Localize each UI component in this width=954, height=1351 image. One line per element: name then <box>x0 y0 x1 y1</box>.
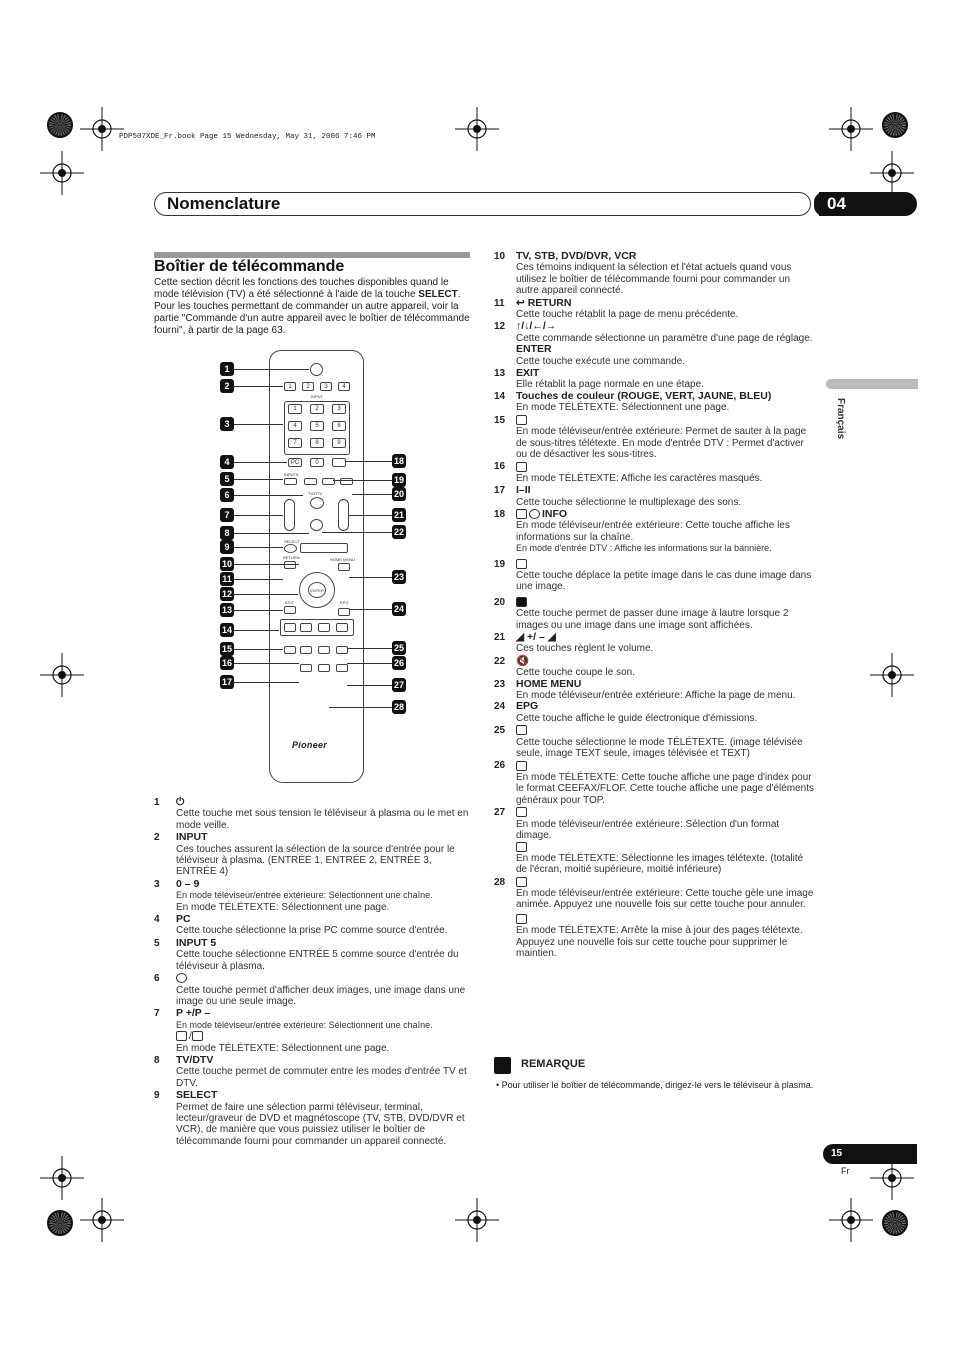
callout-1: 1 <box>220 362 234 376</box>
tvdtv-key <box>310 497 324 509</box>
device-indicator-row <box>300 543 348 553</box>
language-tab <box>826 379 918 389</box>
callout-8: 8 <box>220 526 234 540</box>
list-item: 20 Cette touche permet de passer dune image à lautre lorsque 2 images ou une image dans une image sont affichées. <box>494 596 789 631</box>
page-title: Nomenclature <box>167 194 281 213</box>
sound-key <box>300 664 312 672</box>
leader-line-2 <box>234 386 283 387</box>
list-item: 15 En mode téléviseur/entrée extérieure: Permet de sauter à la page de sous-titres télétexte. En mode d'entrée DTV : Permet d'activer ou de désactiver les sous-titres. <box>494 414 807 460</box>
teletext-size-icon <box>516 842 527 852</box>
channel-rocker <box>284 499 295 531</box>
list-item: 22 🔇 Cette touche coupe le son. <box>494 656 814 679</box>
home-menu-key <box>338 563 350 571</box>
list-item: 25 Cette touche sélectionne le mode TÉLÉTEXTE. (image télévisée seule, image TEXT seule, images télévisée et TEXT) <box>494 725 803 760</box>
callout-14: 14 <box>221 625 232 635</box>
mute-icon: 🔇 <box>516 654 530 667</box>
input5-label: INPUT5 <box>284 472 299 477</box>
callout-25: 25 <box>393 643 404 653</box>
note-icon <box>494 1057 511 1074</box>
crosshair-mark-8 <box>40 1156 84 1200</box>
crosshair-mark-10 <box>80 1198 124 1242</box>
list-item: 5 INPUT 5 Cette touche sélectionne ENTRÉE 5 comme source d'entrée du téléviseur à plasma. <box>154 936 459 972</box>
swap-icon <box>516 597 527 607</box>
list-item: 13 EXIT Elle rétablit la page normale en une étape. <box>494 367 704 391</box>
leader-line-3 <box>234 424 283 425</box>
callout-23: 23 <box>393 572 404 582</box>
crosshair-mark-4 <box>40 151 84 195</box>
intro-paragraph: Cette section décrit les fonctions des touches disponibles quand le mode télévision (TV) a été sélectionné à l'aide de la touche SELECT. Pour les touches permettant de commander un autre appareil, voir la partie "Commande d'un autre appareil avec le boîtier de télécommande fourni", à partir de la page 63. <box>154 277 470 336</box>
leader-line-19 <box>333 480 392 481</box>
callout-10: 10 <box>221 559 232 569</box>
return-key <box>284 561 296 569</box>
list-item: 28 En mode téléviseur/entrée extérieure: Cette touche gèle une image animée. Appuyez une nouvelle fois sur cette touche pour annuler. En mode TÉLÉTEXTE: Arrête la mise à jour des pages télétexte. Appuyez une nouvelle fois sur cette touche pour supprimer le maintien. <box>494 876 814 959</box>
list-item: 26 En mode TÉLÉTEXTE: Cette touche affiche une page d'index pour le format CEEFAX/FLOF. Cette touche affiche une page d'éléments généraux pour TOP. <box>494 760 814 806</box>
leader-line-28 <box>329 707 392 708</box>
size-icon <box>516 807 527 817</box>
note-text: • Pour utiliser le boîtier de télécommande, dirigez-le vers le téléviseur à plasma. <box>496 1080 814 1090</box>
leader-line-9 <box>234 547 283 548</box>
digit-key-8: 8 <box>310 438 324 448</box>
list-item: 14 Touches de couleur (ROUGE, VERT, JAUNE, BLEU) En mode TÉLÉTEXTE: Sélectionnent une page. <box>494 389 772 414</box>
callout-19: 19 <box>393 475 404 485</box>
callout-2: 2 <box>220 379 234 393</box>
input-button-1: 1 <box>284 382 296 391</box>
callout-9: 9 <box>220 540 234 554</box>
digit-key-3: 3 <box>332 404 346 414</box>
digit-key-9: 9 <box>332 438 346 448</box>
page-number: 15 <box>823 1144 917 1164</box>
home-menu-label: HOME MENU <box>330 557 355 562</box>
language-label: Français <box>835 398 846 440</box>
reveal-key <box>300 646 312 654</box>
crosshair-mark-5 <box>870 151 914 195</box>
callout-27: 27 <box>393 680 404 690</box>
list-item: 3 0 – 9 En mode téléviseur/entrée extérieure: Sélectionnent une chaîne. En mode TÉLÉTEXTE: Sélectionnent une page. <box>154 877 433 913</box>
list-item: 24 EPG Cette touche affiche le guide électronique d'émissions. <box>494 700 758 724</box>
red-key <box>284 623 296 632</box>
leader-line-12 <box>234 594 298 595</box>
callout-11: 11 <box>220 572 234 586</box>
page-up-icon <box>176 1031 187 1041</box>
callout-16: 16 <box>221 658 232 668</box>
return-label: RETURN <box>283 555 300 560</box>
green-key <box>300 623 312 632</box>
callout-5: 5 <box>220 472 234 486</box>
digit-key-0: 0 <box>310 458 324 467</box>
list-item: 9 SELECT Permet de faire une sélection parmi téléviseur, terminal, lecteur/graveur de DVD et magnétoscope (TV, STB, DVD/DVR et VCR), de manière que vous puissiez utiliser le boîtier de télécommande fourni pour commander un appareil connecté. <box>154 1089 465 1147</box>
info-key <box>332 458 346 467</box>
list-item: 17 I–II Cette touche sélectionne le multiplexage des sons. <box>494 484 742 508</box>
leader-line-1 <box>234 369 309 370</box>
list-item: 27 En mode téléviseur/entrée extérieure: Sélection d'un format dimage. En mode TÉLÉTEXTE: Sélectionne les images télétexte. (totalité de l'écran, moitié supérieure, moitié inférieure) <box>494 807 804 876</box>
registration-spiral-bottom-right <box>882 1210 908 1236</box>
pc-key: PC <box>288 458 302 467</box>
hold-icon <box>516 914 527 924</box>
header-bar <box>154 192 811 216</box>
leader-line-13 <box>234 610 283 611</box>
callout-20: 20 <box>393 489 404 499</box>
leader-line-22 <box>322 532 392 533</box>
section-title: Boîtier de télécommande <box>154 258 345 275</box>
list-item: 6 Cette touche permet d'afficher deux images, une image dans une image ou une seule image. <box>154 973 466 1007</box>
power-icon: ⏻ <box>176 796 185 808</box>
leader-line-4 <box>234 462 287 463</box>
callout-17: 17 <box>221 677 232 687</box>
leader-line-14 <box>234 630 279 631</box>
freeze-key <box>318 664 330 672</box>
digit-key-5: 5 <box>310 421 324 431</box>
pip-shift-icon <box>516 559 527 569</box>
leader-line-6 <box>234 495 303 496</box>
digit-key-1: 1 <box>288 404 302 414</box>
leader-line-21 <box>348 515 392 516</box>
list-item: 23 HOME MENU En mode téléviseur/entrée extérieure: Affiche la page de menu. <box>494 677 796 702</box>
clock-icon <box>529 509 540 519</box>
power-icon <box>310 363 323 376</box>
note-title: REMARQUE <box>521 1058 586 1070</box>
registration-spiral-top-left <box>47 112 73 138</box>
input-button-4: 4 <box>338 382 350 391</box>
leader-line-5 <box>234 479 283 480</box>
callout-22: 22 <box>393 527 404 537</box>
callout-28: 28 <box>393 702 404 712</box>
leader-line-26 <box>347 663 392 664</box>
exit-label: EXIT <box>285 600 294 605</box>
callout-6: 6 <box>220 488 234 502</box>
callout-18: 18 <box>393 456 404 466</box>
list-item: 18 INFO En mode téléviseur/entrée extérieure: Cette touche affiche les informations sur la chaîne. En mode d'entrée DTV : Affiche les informations sur la bannière. <box>494 507 790 554</box>
leader-line-23 <box>349 577 392 578</box>
list-item: 12 ↑/↓/←/→ Cette commande sélectionne un paramètre d'une page de réglage. ENTER Cette touche exécute une commande. <box>494 320 813 367</box>
page-language: Fr <box>841 1166 850 1176</box>
crosshair-mark-3 <box>829 107 873 151</box>
leader-line-24 <box>349 609 392 610</box>
remote-control-diagram <box>269 350 364 783</box>
teletext-icon <box>516 725 527 735</box>
callout-4: 4 <box>220 455 234 469</box>
leader-line-20 <box>352 494 392 495</box>
book-file-info: PDP507XDE_Fr.book Page 15 Wednesday, May 31, 2006 7:46 PM <box>119 133 376 141</box>
freeze-icon <box>516 877 527 887</box>
epg-label: EPG <box>340 600 349 605</box>
chapter-number: 04 <box>819 192 917 216</box>
input5-key <box>284 478 297 485</box>
digit-key-6: 6 <box>332 421 346 431</box>
subtitle-icon <box>516 415 527 425</box>
crosshair-mark-12 <box>829 1198 873 1242</box>
leader-line-16 <box>234 663 299 664</box>
return-icon: ↩ <box>516 296 528 309</box>
list-item: 2 INPUT Ces touches assurent la sélection de la source d'entrée pour le téléviseur à plasma. (ENTRÉE 1, ENTRÉE 2, ENTRÉE 3, ENTRÉE 4) <box>154 831 455 878</box>
list-item: 1 ⏻ Cette touche met sous tension le téléviseur à plasma ou le met en mode veille. <box>154 797 472 831</box>
leader-line-17 <box>234 682 299 683</box>
callout-13: 13 <box>221 605 232 615</box>
crosshair-mark-1 <box>80 107 124 151</box>
split-screen-key <box>304 478 317 485</box>
callout-7: 7 <box>220 508 234 522</box>
crosshair-mark-11 <box>455 1198 499 1242</box>
leader-line-18 <box>345 461 392 462</box>
tvdtv-label: TV/DTV <box>308 491 323 496</box>
callout-15: 15 <box>221 644 232 654</box>
list-item: 8 TV/DTV Cette touche permet de commuter entre les modes d'entrée TV et DTV. <box>154 1053 467 1089</box>
registration-spiral-bottom-left <box>47 1210 73 1236</box>
left-item-list <box>154 797 472 1147</box>
list-item: 16 En mode TÉLÉTEXTE: Affiche les caractères masqués. <box>494 461 763 484</box>
input-button-3: 3 <box>320 382 332 391</box>
callout-21: 21 <box>393 510 404 520</box>
crosshair-mark-6 <box>40 653 84 697</box>
page-down-icon <box>192 1031 203 1041</box>
list-item: 7 P +/P – En mode téléviseur/entrée extérieure: Sélectionnent une chaîne. / En mode TÉLÉTEXTE: Sélectionnent une page. <box>154 1007 433 1054</box>
size-key <box>336 664 348 672</box>
callout-12: 12 <box>221 589 232 599</box>
digit-key-4: 4 <box>288 421 302 431</box>
leader-line-27 <box>347 685 392 686</box>
list-item: 19 Cette touche déplace la petite image dans le cas dune image dans une image. <box>494 558 812 593</box>
leader-line-8 <box>234 533 309 534</box>
reveal-icon <box>516 462 527 472</box>
leader-line-25 <box>347 648 392 649</box>
pioneer-logo: Pioneer <box>292 740 328 750</box>
crosshair-mark-7 <box>870 653 914 697</box>
callout-24: 24 <box>393 604 404 614</box>
mute-key <box>310 519 323 531</box>
right-item-list <box>494 251 814 959</box>
leader-line-7 <box>234 515 283 516</box>
list-item: 21 ◢ +/ – ◢ Ces touches règlent le volume. <box>494 631 654 655</box>
digit-key-2: 2 <box>310 404 324 414</box>
crosshair-mark-2 <box>455 107 499 151</box>
enter-key: ENTER <box>308 582 326 598</box>
volume-up-icon: ◢ <box>516 631 527 643</box>
callout-26: 26 <box>393 658 404 668</box>
leader-line-15 <box>234 649 283 650</box>
index-icon <box>516 761 527 771</box>
list-item: 4 PC Cette touche sélectionne la prise PC comme source d'entrée. <box>154 913 448 937</box>
exit-key <box>284 606 296 614</box>
volume-down-icon: ◢ <box>544 631 556 643</box>
select-label: SELECT <box>284 539 300 544</box>
registration-spiral-top-right <box>882 112 908 138</box>
blue-key <box>336 623 348 632</box>
leader-line-10 <box>234 564 299 565</box>
callout-3: 3 <box>220 417 234 431</box>
split-screen-icon <box>176 973 187 983</box>
select-key <box>284 544 297 553</box>
digit-key-7: 7 <box>288 438 302 448</box>
input-button-2: 2 <box>302 382 314 391</box>
list-item: 11 ↩ RETURN Cette touche rétablit la page de menu précédente. <box>494 296 739 321</box>
subtitle-key <box>284 646 296 654</box>
leader-line-11 <box>234 579 283 580</box>
list-item: 10 TV, STB, DVD/DVR, VCR Ces témoins indiquent la sélection et l'état actuels quand vous utilisez le boîtier de télécommande fourni pour commander un autre appareil connecté. <box>494 250 792 297</box>
yellow-key <box>318 623 330 632</box>
input-label: INPUT <box>311 394 323 399</box>
info-icon <box>516 509 527 519</box>
text-key <box>318 646 330 654</box>
